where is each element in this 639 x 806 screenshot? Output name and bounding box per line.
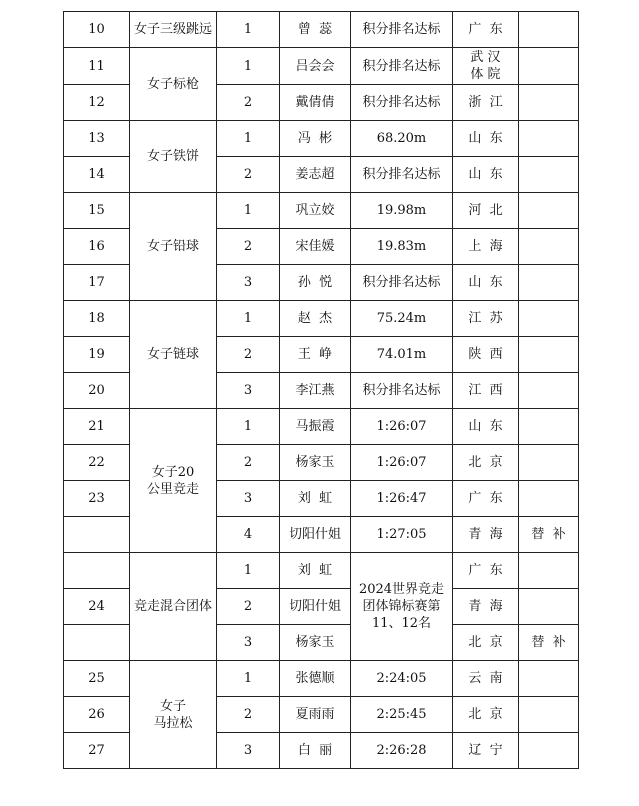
qualification: 2024世界竞走团体锦标赛第11、12名 — [351, 553, 453, 661]
table-row — [64, 661, 579, 697]
province: 陕 西 — [453, 337, 519, 373]
qualification: 积分排名达标 — [351, 48, 453, 85]
rank: 3 — [217, 373, 280, 409]
row-number: 12 — [64, 85, 130, 121]
table-row — [64, 409, 579, 445]
event-name: 女子 马拉松 — [130, 661, 217, 769]
row-number: 25 — [64, 661, 130, 697]
rank: 1 — [217, 121, 280, 157]
rank: 1 — [217, 409, 280, 445]
note — [519, 373, 579, 409]
rank: 2 — [217, 157, 280, 193]
athlete-name: 姜志超 — [280, 157, 351, 193]
province: 云 南 — [453, 661, 519, 697]
qualification: 75.24m — [351, 301, 453, 337]
note — [519, 733, 579, 769]
qualification: 2:24:05 — [351, 661, 453, 697]
athlete-name: 巩立姣 — [280, 193, 351, 229]
athlete-name: 李江燕 — [280, 373, 351, 409]
athlete-name: 杨家玉 — [280, 625, 351, 661]
note: 替 补 — [519, 625, 579, 661]
note — [519, 85, 579, 121]
event-name: 女子铅球 — [130, 193, 217, 301]
province: 江 苏 — [453, 301, 519, 337]
row-number: 22 — [64, 445, 130, 481]
athlete-name: 曾 蕊 — [280, 12, 351, 48]
note — [519, 193, 579, 229]
table-row — [64, 121, 579, 157]
athlete-name: 夏雨雨 — [280, 697, 351, 733]
rank: 1 — [217, 12, 280, 48]
rank: 3 — [217, 265, 280, 301]
province: 北 京 — [453, 625, 519, 661]
rank: 2 — [217, 229, 280, 265]
rank: 2 — [217, 337, 280, 373]
row-number: 10 — [64, 12, 130, 48]
event-name: 女子铁饼 — [130, 121, 217, 193]
row-number: 21 — [64, 409, 130, 445]
rank: 2 — [217, 697, 280, 733]
athlete-name: 杨家玉 — [280, 445, 351, 481]
rank: 3 — [217, 481, 280, 517]
province: 青 海 — [453, 589, 519, 625]
qualification: 积分排名达标 — [351, 265, 453, 301]
athlete-name: 赵 杰 — [280, 301, 351, 337]
row-number: 20 — [64, 373, 130, 409]
qualification: 积分排名达标 — [351, 85, 453, 121]
rank: 3 — [217, 733, 280, 769]
row-number: 24 — [64, 589, 130, 625]
note — [519, 301, 579, 337]
province: 北 京 — [453, 697, 519, 733]
event-name: 女子标枪 — [130, 48, 217, 121]
row-number — [64, 625, 130, 661]
province: 山 东 — [453, 121, 519, 157]
province: 青 海 — [453, 517, 519, 553]
note — [519, 157, 579, 193]
rank: 1 — [217, 661, 280, 697]
province: 山 东 — [453, 157, 519, 193]
rank: 2 — [217, 445, 280, 481]
province: 上 海 — [453, 229, 519, 265]
row-number: 15 — [64, 193, 130, 229]
row-number: 17 — [64, 265, 130, 301]
table-row — [64, 48, 579, 85]
row-number: 23 — [64, 481, 130, 517]
qualification: 1:26:07 — [351, 445, 453, 481]
rank: 1 — [217, 301, 280, 337]
row-number: 16 — [64, 229, 130, 265]
rank: 2 — [217, 589, 280, 625]
qualification: 19.83m — [351, 229, 453, 265]
row-number: 13 — [64, 121, 130, 157]
note — [519, 661, 579, 697]
note — [519, 229, 579, 265]
qualification: 74.01m — [351, 337, 453, 373]
qualification: 1:27:05 — [351, 517, 453, 553]
note — [519, 589, 579, 625]
qualification: 积分排名达标 — [351, 157, 453, 193]
note — [519, 12, 579, 48]
table-row — [64, 193, 579, 229]
qualification: 积分排名达标 — [351, 12, 453, 48]
note — [519, 48, 579, 85]
note — [519, 121, 579, 157]
province: 广 东 — [453, 553, 519, 589]
qualification: 2:25:45 — [351, 697, 453, 733]
rank: 1 — [217, 193, 280, 229]
note — [519, 337, 579, 373]
province: 广 东 — [453, 481, 519, 517]
table-row — [64, 553, 579, 589]
note — [519, 409, 579, 445]
qualification: 1:26:47 — [351, 481, 453, 517]
qualification: 68.20m — [351, 121, 453, 157]
athlete-name: 切阳什姐 — [280, 589, 351, 625]
province: 武 汉 体 院 — [453, 48, 519, 85]
rank: 1 — [217, 48, 280, 85]
qualification: 积分排名达标 — [351, 373, 453, 409]
athlete-name: 刘 虹 — [280, 481, 351, 517]
athlete-name: 马振霞 — [280, 409, 351, 445]
athlete-name: 冯 彬 — [280, 121, 351, 157]
note — [519, 697, 579, 733]
province: 浙 江 — [453, 85, 519, 121]
row-number: 11 — [64, 48, 130, 85]
province: 河 北 — [453, 193, 519, 229]
athlete-name: 刘 虹 — [280, 553, 351, 589]
athlete-name: 戴倩倩 — [280, 85, 351, 121]
athlete-name: 张德顺 — [280, 661, 351, 697]
rank: 1 — [217, 553, 280, 589]
row-number: 27 — [64, 733, 130, 769]
event-name: 女子20公里竞走 — [130, 409, 217, 553]
rank: 3 — [217, 625, 280, 661]
province: 北 京 — [453, 445, 519, 481]
row-number: 19 — [64, 337, 130, 373]
note — [519, 481, 579, 517]
province: 山 东 — [453, 265, 519, 301]
row-number: 18 — [64, 301, 130, 337]
row-number — [64, 517, 130, 553]
qualification: 19.98m — [351, 193, 453, 229]
note — [519, 265, 579, 301]
rank: 2 — [217, 85, 280, 121]
row-number: 14 — [64, 157, 130, 193]
note: 替 补 — [519, 517, 579, 553]
qualification: 2:26:28 — [351, 733, 453, 769]
province: 辽 宁 — [453, 733, 519, 769]
rank: 4 — [217, 517, 280, 553]
athlete-name: 吕会会 — [280, 48, 351, 85]
row-number — [64, 553, 130, 589]
note — [519, 445, 579, 481]
event-name: 竞走混合团体 — [130, 553, 217, 661]
note — [519, 553, 579, 589]
athlete-name: 王 峥 — [280, 337, 351, 373]
athlete-name: 孙 悦 — [280, 265, 351, 301]
athlete-name: 切阳什姐 — [280, 517, 351, 553]
athlete-name: 宋佳媛 — [280, 229, 351, 265]
event-name: 女子三级跳远 — [130, 12, 217, 48]
table-row — [64, 301, 579, 337]
athlete-table — [63, 11, 579, 769]
row-number: 26 — [64, 697, 130, 733]
athlete-name: 白 丽 — [280, 733, 351, 769]
province: 山 东 — [453, 409, 519, 445]
province: 广 东 — [453, 12, 519, 48]
qualification: 1:26:07 — [351, 409, 453, 445]
province: 江 西 — [453, 373, 519, 409]
event-name: 女子链球 — [130, 301, 217, 409]
table-row — [64, 12, 579, 48]
